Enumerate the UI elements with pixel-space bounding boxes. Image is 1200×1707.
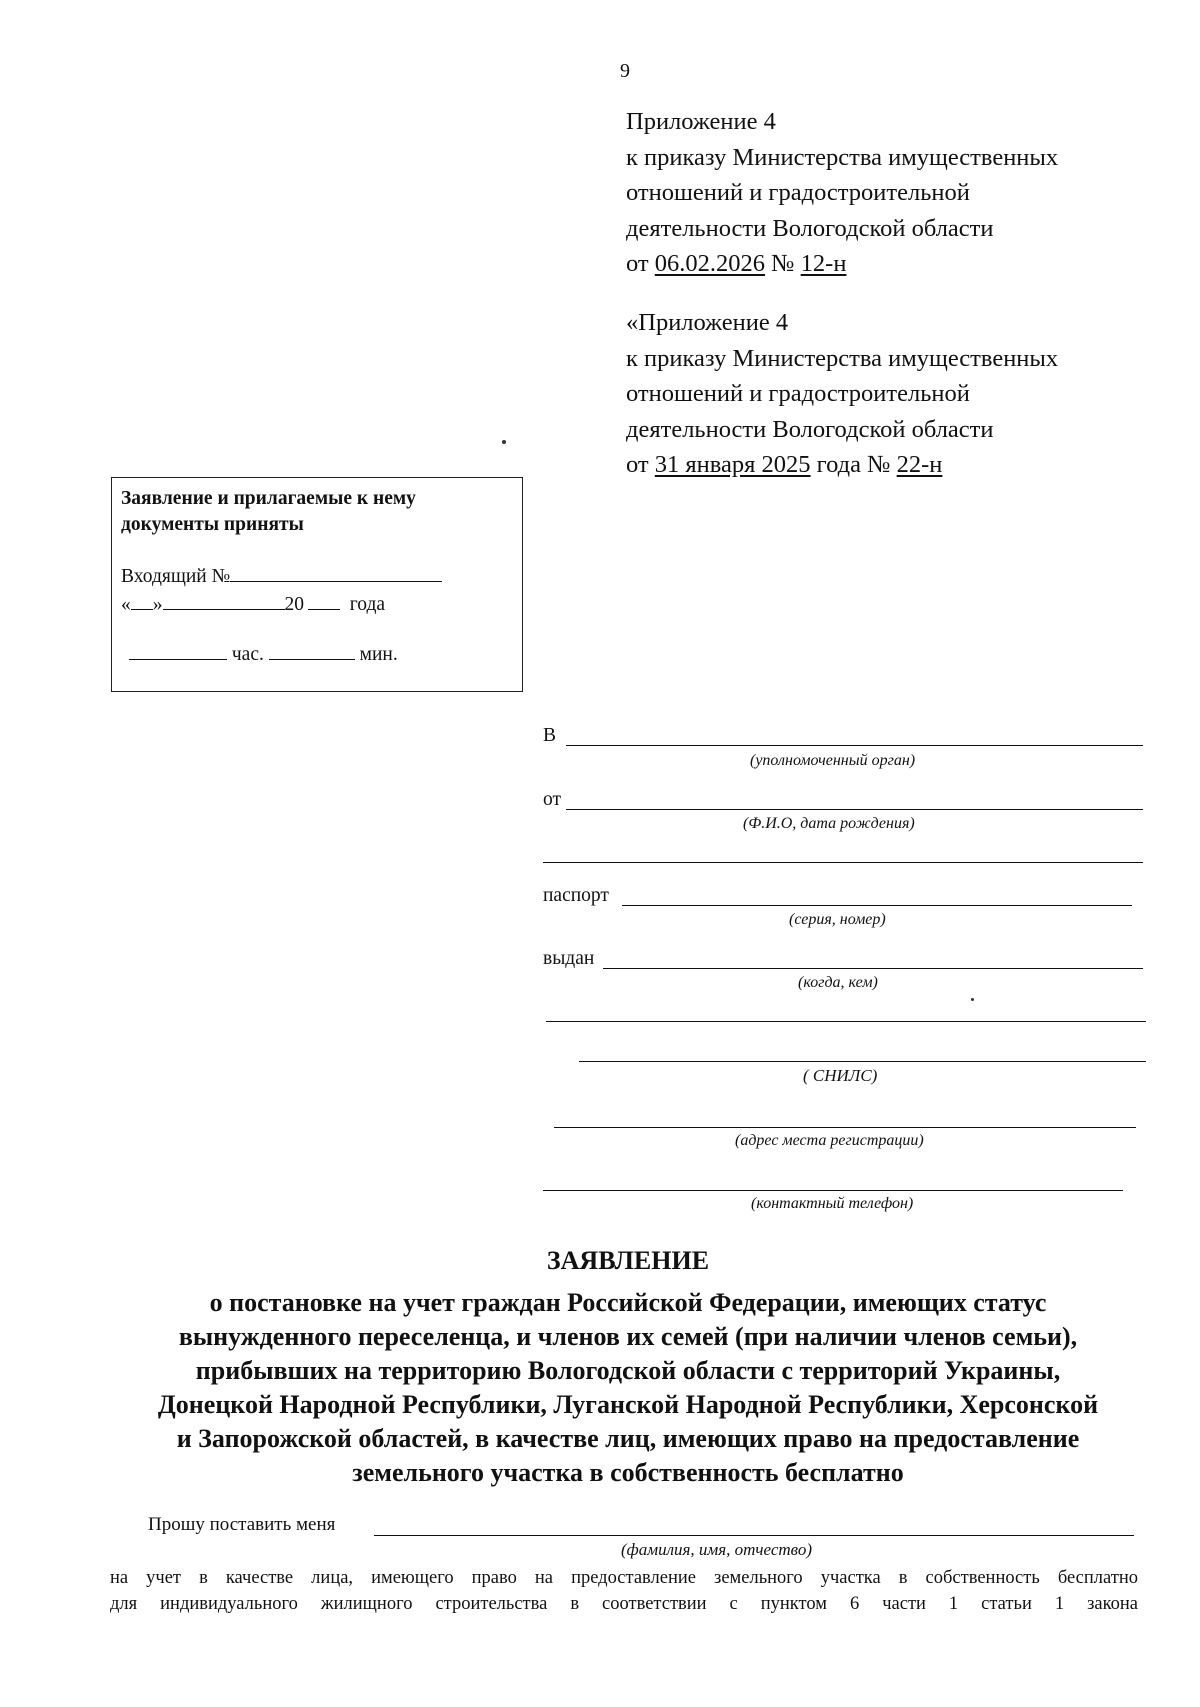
phone-hint: (контактный телефон)	[751, 1195, 914, 1212]
quote-close: »	[152, 594, 163, 615]
minute-field[interactable]	[269, 641, 355, 660]
appendix-header-original	[626, 305, 1058, 483]
year-prefix: 20	[284, 594, 304, 615]
appendix-date: 31 января 2025	[654, 451, 811, 478]
subtitle-line: о постановке на учет граждан Российской Федерации, имеющих статус	[209, 1288, 1047, 1317]
statement-title: ЗАЯВЛЕНИЕ	[546, 1246, 710, 1275]
body-text-line: для индивидуального жилищного строительства в соответствии с пунктом 6 части 1 статьи 1 закона	[110, 1594, 1138, 1614]
appendix-number: 22-н	[896, 451, 943, 478]
appendix-line: отношений и градостроительной	[626, 179, 970, 206]
passport-field-line[interactable]	[622, 905, 1132, 906]
passport-label: паспорт	[543, 885, 609, 906]
statement-subtitle	[100, 1286, 1156, 1490]
from-field-line[interactable]	[566, 809, 1143, 810]
issued-hint: (когда, кем)	[798, 974, 878, 991]
appendix-date-line	[626, 447, 1058, 483]
appendix-header-current	[626, 104, 1058, 282]
year-field[interactable]	[308, 591, 340, 610]
scan-dot	[502, 440, 506, 444]
appendix-line: деятельности Вологодской области	[626, 214, 994, 242]
hour-label: час.	[231, 644, 264, 665]
incoming-number-row	[121, 563, 442, 588]
appendix-line: Приложение 4	[626, 108, 776, 135]
to-label: В	[543, 725, 557, 746]
appendix-line: отношений и градостроительной	[626, 380, 970, 407]
subtitle-line: Донецкой Народной Республики, Луганской Народной Республики, Херсонской	[157, 1390, 1099, 1419]
from-label: от	[543, 789, 562, 810]
from-hint: (Ф.И.О, дата рождения)	[743, 815, 915, 832]
page-number: 9	[620, 60, 630, 82]
year-suffix: года	[349, 594, 386, 615]
snils-hint: ( СНИЛС)	[803, 1066, 878, 1085]
day-field[interactable]	[131, 591, 153, 610]
quote-open: «	[121, 594, 131, 615]
time-row	[129, 641, 398, 666]
passport-hint: (серия, номер)	[789, 911, 886, 928]
subtitle-line: вынужденного переселенца, и членов их семей (при наличии членов семьи),	[178, 1322, 1078, 1351]
to-hint: (уполномоченный орган)	[750, 752, 916, 769]
stamp-title: Заявление и прилагаемые к нему документы приняты	[121, 488, 416, 535]
to-field-line[interactable]	[566, 745, 1143, 746]
from-extra-line[interactable]	[543, 862, 1143, 863]
incoming-number-field[interactable]	[230, 563, 442, 582]
appendix-line: «Приложение 4	[626, 309, 789, 336]
appendix-date-line	[626, 246, 1058, 282]
appendix-line: к приказу Министерства имущественных	[626, 344, 1059, 372]
request-label: Прошу поставить меня	[148, 1514, 336, 1535]
minute-label: мин.	[359, 644, 398, 665]
hour-field[interactable]	[129, 641, 227, 660]
body-text-line: на учет в качестве лица, имеющего право на предоставление земельного участка в собственность бесплатно	[110, 1568, 1138, 1588]
appendix-prefix: от	[626, 250, 655, 277]
address-field-line[interactable]	[554, 1127, 1136, 1128]
scan-dot	[971, 998, 974, 1001]
appendix-number: 12-н	[800, 250, 847, 277]
issued-label: выдан	[543, 948, 595, 969]
issued-extra-line[interactable]	[546, 1021, 1146, 1022]
request-name-line[interactable]	[374, 1535, 1134, 1536]
appendix-num-sign: №	[765, 250, 801, 277]
appendix-date: 06.02.2026	[654, 250, 766, 277]
address-hint: (адрес места регистрации)	[735, 1132, 924, 1149]
receipt-stamp-box	[111, 477, 523, 692]
month-field[interactable]	[163, 591, 285, 610]
snils-field-line[interactable]	[579, 1061, 1146, 1062]
incoming-label: Входящий №	[121, 566, 231, 587]
appendix-prefix: от	[626, 451, 655, 478]
subtitle-line: земельного участка в собственность бесплатно	[352, 1458, 904, 1487]
phone-field-line[interactable]	[543, 1190, 1123, 1191]
request-hint: (фамилия, имя, отчество)	[621, 1540, 812, 1559]
appendix-line: к приказу Министерства имущественных	[626, 143, 1059, 171]
subtitle-line: прибывших на территорию Вологодской области с территорий Украины,	[195, 1356, 1061, 1385]
date-row	[121, 591, 385, 616]
issued-field-line[interactable]	[603, 968, 1143, 969]
appendix-line: деятельности Вологодской области	[626, 415, 994, 443]
appendix-mid: года №	[810, 451, 897, 478]
subtitle-line: и Запорожской областей, в качестве лиц, имеющих право на предоставление	[176, 1424, 1080, 1453]
